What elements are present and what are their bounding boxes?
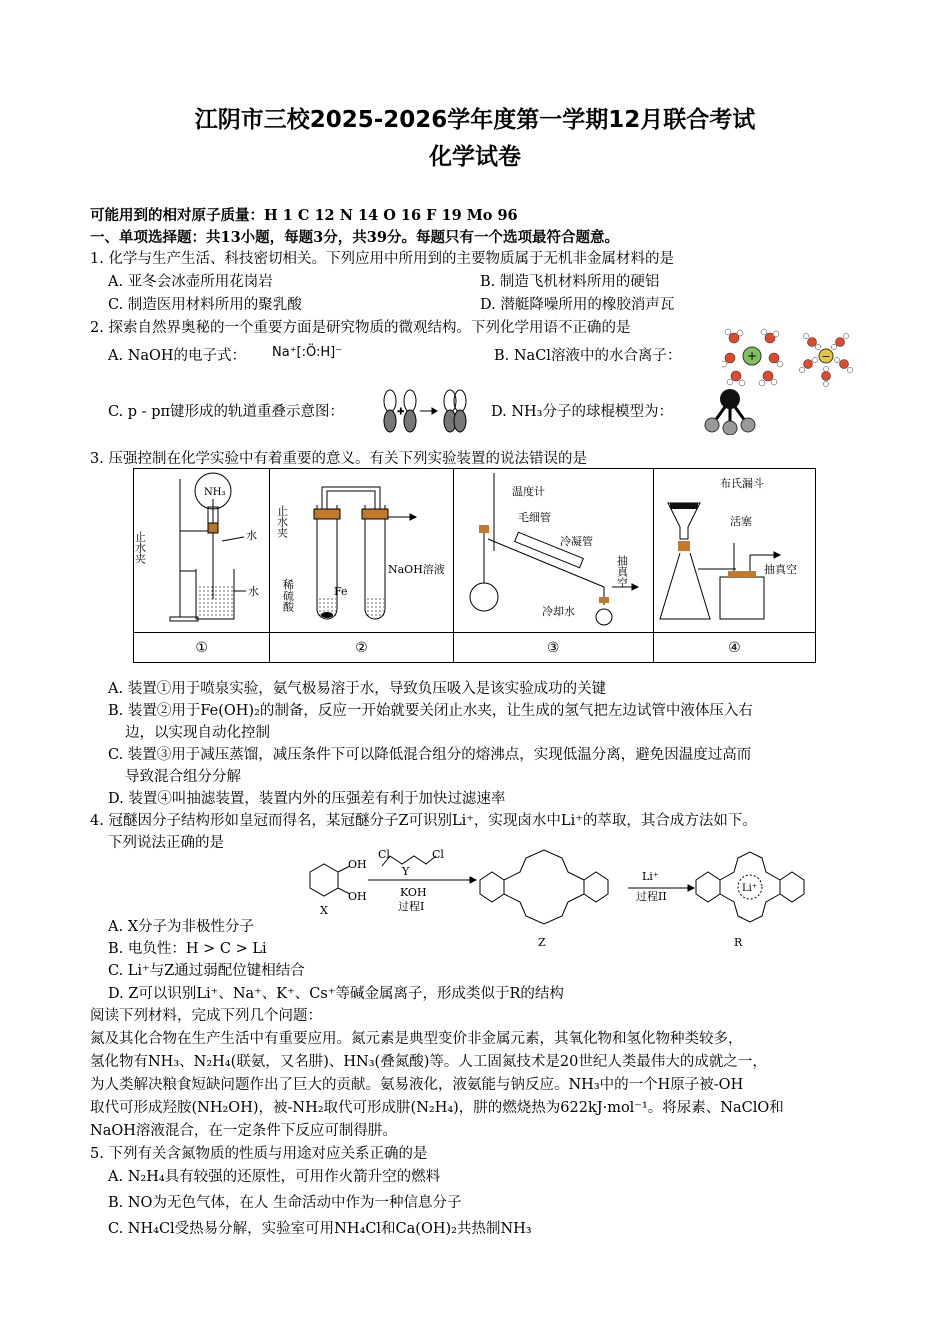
crown-ether-synthesis-scheme bbox=[290, 842, 810, 954]
label-fe: Fe bbox=[334, 585, 348, 598]
q5-stem: 5. 下列有关含氮物质的性质与用途对应关系正确的是 bbox=[90, 1146, 428, 1162]
q3-option-b-cont: 边，以实现自动化控制 bbox=[125, 725, 270, 741]
reading-line-5: NaOH溶液混合，在一定条件下反应可制得肼。 bbox=[90, 1123, 397, 1139]
hydrated-anion bbox=[799, 333, 852, 386]
apparatus-num-1: ① bbox=[134, 633, 270, 663]
label-chouzhenkong: 抽真空 bbox=[615, 555, 629, 588]
label-chouzhenkong-2: 抽真空 bbox=[763, 563, 797, 576]
label-li: Li⁺ bbox=[642, 870, 659, 883]
hydrated-ions-image bbox=[722, 326, 858, 388]
label-y: Y bbox=[402, 865, 410, 878]
q2-option-a[interactable]: A. NaOH的电子式： bbox=[108, 348, 247, 364]
label-bushiloudou: 布氏漏斗 bbox=[719, 477, 764, 490]
apparatus-3-cell bbox=[453, 469, 653, 633]
suction-filtration-image bbox=[654, 469, 816, 633]
q3-option-c-cont: 导致混合组分分解 bbox=[125, 769, 241, 785]
q4-option-c[interactable]: C. Li⁺与Z通过弱配位键相结合 bbox=[108, 963, 305, 979]
q4-option-d[interactable]: D. Z可以识别Li⁺、Na⁺、K⁺、Cs⁺等碱金属离子，形成类似于R的结构 bbox=[108, 986, 564, 1002]
hydrated-cation bbox=[722, 329, 783, 386]
apparatus-num-2: ② bbox=[270, 633, 453, 663]
q4-stem-cont: 下列说法正确的是 bbox=[108, 835, 224, 851]
label-water-2: 水 bbox=[248, 585, 259, 598]
q3-option-a[interactable]: A. 装置①用于喷泉实验，氨气极易溶于水，导致负压吸入是该实验成功的关键 bbox=[108, 681, 607, 697]
apparatus-2-cell bbox=[270, 469, 453, 633]
reading-intro: 阅读下列材料，完成下列几个问题： bbox=[90, 1008, 322, 1024]
label-maoxiguan: 毛细管 bbox=[517, 511, 551, 524]
naoh-electron-formula: Na⁺[:Ö:H]⁻ bbox=[272, 345, 343, 360]
q1-option-a[interactable]: A. 亚冬会冰壶所用花岗岩 bbox=[108, 274, 273, 290]
vacuum-distillation-image bbox=[454, 469, 654, 633]
q1-stem: 1. 化学与生产生活、科技密切相关。下列应用中所用到的主要物质属于无机非金属材料的是 bbox=[90, 251, 674, 267]
reading-line-2: 氢化物有NH₃、N₂H₄(联氨，又名肼)、HN₃(叠氮酸)等。人工固氮技术是20世纪人类最伟大的成就之一， bbox=[90, 1054, 767, 1070]
q2-option-d[interactable]: D. NH₃分子的球棍模型为： bbox=[491, 404, 673, 420]
q2-stem: 2. 探索自然界奥秘的一个重要方面是研究物质的微观结构。下列化学用语不正确的是 bbox=[90, 320, 631, 336]
feoh2-apparatus-image bbox=[270, 469, 453, 633]
fountain-apparatus-image bbox=[134, 469, 270, 633]
label-r: R bbox=[734, 936, 743, 949]
label-cl-2: Cl bbox=[432, 848, 444, 861]
label-zhishuijia-1: 止水夹 bbox=[134, 531, 147, 564]
label-step-1: 过程I bbox=[398, 900, 425, 913]
label-nh3: NH₃ bbox=[204, 487, 226, 498]
reading-line-3: 为人类解决粮食短缺问题作出了巨大的贡献。氨易液化，液氨能与钠反应。NH₃中的一个H原子被-OH bbox=[90, 1077, 744, 1093]
q5-option-c[interactable]: C. NH₄Cl受热易分解，实验室可用NH₄Cl和Ca(OH)₂共热制NH₃ bbox=[108, 1221, 532, 1237]
q3-option-b[interactable]: B. 装置②用于Fe(OH)₂的制备，反应一开始就要关闭止水夹，让生成的氢气把左边试管中液体压入右 bbox=[108, 703, 753, 719]
atomic-masses: 可能用到的相对原子质量：H 1 C 12 N 14 O 16 F 19 Mo 96 bbox=[90, 207, 518, 224]
label-step-2: 过程II bbox=[636, 890, 667, 903]
q3-stem: 3. 压强控制在化学实验中有着重要的意义。有关下列实验装置的说法错误的是 bbox=[90, 451, 587, 467]
q3-option-c[interactable]: C. 装置③用于减压蒸馏，减压条件下可以降低混合组分的熔沸点，实现低温分离，避免因温度过高而 bbox=[108, 747, 752, 763]
exam-subtitle: 化学试卷 bbox=[429, 144, 521, 170]
label-water-1: 水 bbox=[246, 529, 257, 542]
label-lengqueshui: 冷却水 bbox=[541, 605, 575, 618]
apparatus-num-3: ③ bbox=[453, 633, 653, 663]
label-koh: KOH bbox=[400, 886, 427, 899]
label-z: Z bbox=[538, 936, 546, 949]
q1-option-b[interactable]: B. 制造飞机材料所用的硬铝 bbox=[480, 274, 660, 290]
apparatus-table bbox=[133, 468, 816, 663]
q5-option-b[interactable]: B. NO为无色气体，在人 生命活动中作为一种信息分子 bbox=[108, 1195, 462, 1211]
label-cl-1: Cl bbox=[378, 848, 390, 861]
apparatus-num-4: ④ bbox=[653, 633, 815, 663]
label-wenduji: 温度计 bbox=[511, 485, 545, 498]
label-oh-1: OH bbox=[348, 858, 367, 871]
section-heading: 一、单项选择题：共13小题，每题3分，共39分。每题只有一个选项最符合题意。 bbox=[90, 229, 619, 246]
label-naoh: NaOH溶液 bbox=[388, 563, 446, 576]
exam-title: 江阴市三校2025-2026学年度第一学期12月联合考试 bbox=[194, 107, 756, 133]
label-xiliusuan: 稀硫酸 bbox=[281, 579, 295, 612]
q3-option-d[interactable]: D. 装置④叫抽滤装置，装置内外的压强差有利于加快过滤速率 bbox=[108, 791, 506, 807]
q5-option-a[interactable]: A. N₂H₄具有较强的还原性，可用作火箭升空的燃料 bbox=[108, 1169, 441, 1185]
q4-stem: 4. 冠醚因分子结构形如皇冠而得名，某冠醚分子Z可识别Li⁺，实现卤水中Li⁺的萃取，其合成方法如下。 bbox=[90, 813, 757, 829]
q2-option-c[interactable]: C. p - pπ键形成的轨道重叠示意图： bbox=[108, 404, 345, 420]
q2-option-b[interactable]: B. NaCl溶液中的水合离子： bbox=[494, 348, 682, 364]
reading-line-4: 取代可形成羟胺(NH₂OH)，被-NH₂取代可形成肼(N₂H₄)，肼的燃烧热为622kJ·mol⁻¹。将尿素、NaClO和 bbox=[90, 1100, 784, 1116]
q1-option-c[interactable]: C. 制造医用材料所用的聚乳酸 bbox=[108, 297, 302, 313]
svg-text:+: + bbox=[397, 407, 405, 417]
label-lengningguan: 冷凝管 bbox=[559, 535, 593, 548]
p-p-pi-overlap-image bbox=[380, 388, 475, 434]
apparatus-1-cell bbox=[134, 469, 270, 633]
label-oh-2: OH bbox=[348, 890, 367, 903]
apparatus-4-cell bbox=[653, 469, 815, 633]
q4-option-a[interactable]: A. X分子为非极性分子 bbox=[108, 919, 255, 935]
reading-line-1: 氮及其化合物在生产生活中有重要应用。氮元素是典型变价非金属元素，其氧化物和氢化物种类较多， bbox=[90, 1031, 743, 1047]
q1-option-d[interactable]: D. 潜艇降噪所用的橡胶消声瓦 bbox=[480, 297, 675, 313]
label-x: X bbox=[320, 904, 328, 917]
label-li-center: Li⁺ bbox=[742, 883, 758, 894]
q4-option-b[interactable]: B. 电负性：H > C > Li bbox=[108, 941, 267, 957]
svg-text:+: + bbox=[746, 349, 758, 363]
nh3-ball-stick-image bbox=[700, 385, 760, 435]
label-zhishuijia-2: 止水夹 bbox=[275, 505, 289, 538]
label-huosai: 活塞 bbox=[729, 515, 752, 528]
svg-text:−: − bbox=[821, 350, 831, 363]
